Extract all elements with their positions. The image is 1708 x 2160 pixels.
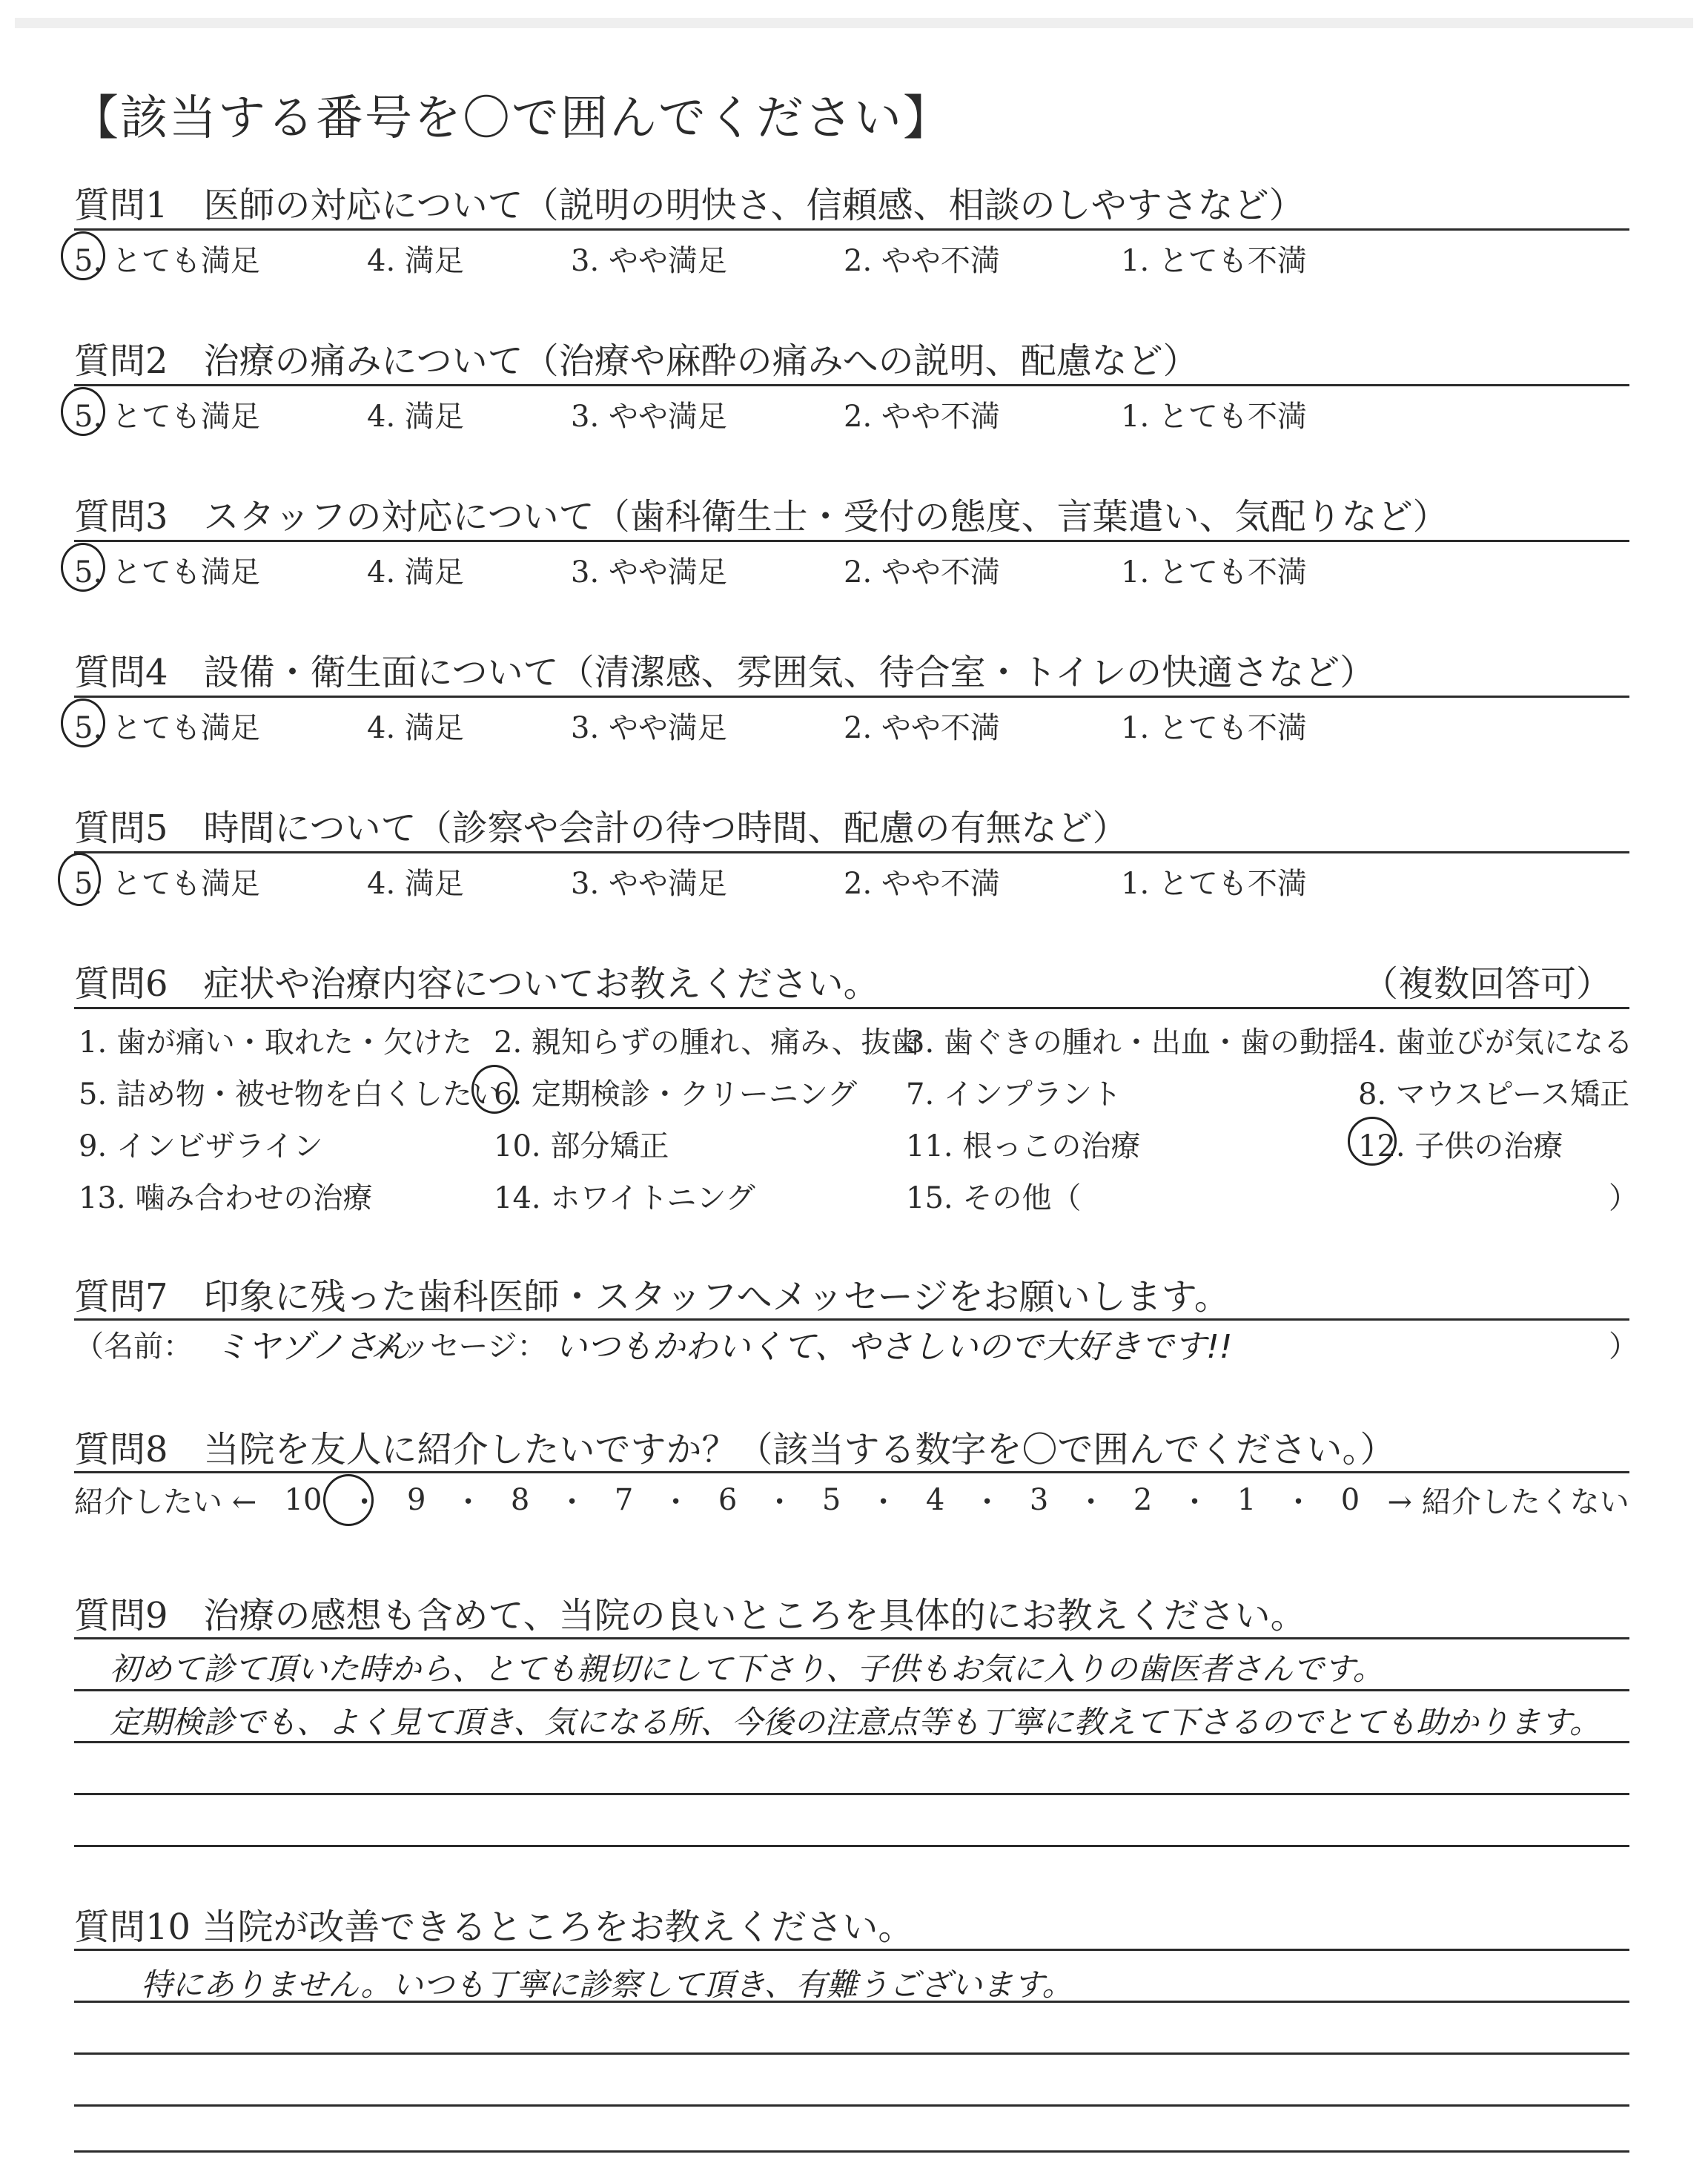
- scale-right-label: → 紹介したくない: [1387, 1485, 1629, 1519]
- selection-circle-mark: [61, 231, 105, 280]
- multiple-answer-note: （複数回答可）: [1363, 963, 1612, 1005]
- scale-separator: ・: [1076, 1485, 1106, 1519]
- scale-value-9[interactable]: 9: [406, 1482, 426, 1517]
- scale-value-1[interactable]: 1: [1237, 1482, 1257, 1517]
- option-4[interactable]: 4. 満足: [367, 400, 464, 434]
- scale-value-0[interactable]: 0: [1340, 1482, 1360, 1517]
- scale-value-8[interactable]: 8: [510, 1482, 530, 1517]
- symptom-option-3[interactable]: 3. 歯ぐきの腫れ・出血・歯の動揺: [906, 1025, 1359, 1060]
- message-close-paren: ）: [1609, 1330, 1638, 1364]
- selection-circle-mark: [58, 853, 101, 906]
- option-2[interactable]: 2. やや不満: [844, 867, 1000, 901]
- symptom-option-14[interactable]: 14. ホワイトニング: [494, 1181, 755, 1215]
- option-2[interactable]: 2. やや不満: [844, 244, 1000, 278]
- scale-separator: ・: [764, 1485, 795, 1519]
- question-title: 質問6 症状や治療内容についてお教えください。: [74, 963, 879, 1005]
- handwritten-answer-line[interactable]: 定期検診でも、よく見て頂き、気になる所、今後の注意点等も丁寧に教えて下さるのでとても助かります。: [110, 1704, 1601, 1740]
- option-1[interactable]: 1. とても不満: [1121, 867, 1307, 901]
- answer-rule: [74, 228, 1629, 231]
- option-2[interactable]: 2. やや不満: [844, 555, 1000, 589]
- scale-separator: ・: [453, 1485, 483, 1519]
- answer-rule: [74, 2052, 1629, 2055]
- answer-rule: [74, 1637, 1629, 1639]
- answer-rule: [74, 1949, 1629, 1951]
- answer-rule: [74, 2104, 1629, 2107]
- question-title: 質問3 スタッフの対応について（歯科衛生士・受付の態度、言葉遣い、気配りなど）: [74, 496, 1449, 538]
- answer-rule: [74, 540, 1629, 542]
- page-top-edge: [15, 18, 1693, 28]
- option-4[interactable]: 4. 満足: [367, 867, 464, 901]
- scale-separator: ・: [1283, 1485, 1314, 1519]
- option-2[interactable]: 2. やや不満: [844, 711, 1000, 745]
- scale-separator: ・: [868, 1485, 898, 1519]
- option-4[interactable]: 4. 満足: [367, 244, 464, 278]
- question-title: 質問9 治療の感想も含めて、当院の良いところを具体的にお教えください。: [74, 1595, 1306, 1636]
- option-3[interactable]: 3. やや満足: [571, 711, 727, 745]
- selection-circle-mark: [323, 1474, 374, 1526]
- other-close-paren: ）: [1609, 1181, 1638, 1215]
- answer-rule: [74, 1007, 1629, 1009]
- scale-value-5[interactable]: 5: [821, 1482, 841, 1517]
- symptom-option-9[interactable]: 9. インビザライン: [79, 1129, 323, 1163]
- answer-rule: [74, 1845, 1629, 1847]
- selection-circle-mark: [61, 543, 105, 592]
- message-label: メッセージ：: [371, 1330, 547, 1364]
- scale-left-label: 紹介したい ←: [74, 1485, 257, 1519]
- symptom-option-6[interactable]: 6. 定期検診・クリーニング: [494, 1077, 858, 1112]
- symptom-option-2[interactable]: 2. 親知らずの腫れ、痛み、抜歯: [494, 1025, 921, 1060]
- question-title: 質問1 医師の対応について（説明の明快さ、信頼感、相談のしやすさなど）: [74, 185, 1305, 226]
- page-heading: 【該当する番号を〇で囲んでください】: [71, 91, 952, 146]
- answer-rule: [74, 1471, 1629, 1473]
- selection-circle-mark: [61, 387, 105, 436]
- referral-scale: [74, 1479, 1629, 1521]
- scale-value-10[interactable]: 10: [284, 1482, 322, 1517]
- answer-rule: [74, 696, 1629, 698]
- symptom-option-7[interactable]: 7. インプラント: [906, 1077, 1122, 1112]
- symptom-option-11[interactable]: 11. 根っこの治療: [906, 1129, 1141, 1163]
- answer-rule: [74, 2150, 1629, 2153]
- option-5[interactable]: 5. とても満足: [74, 711, 260, 745]
- option-2[interactable]: 2. やや不満: [844, 400, 1000, 434]
- option-1[interactable]: 1. とても不満: [1121, 244, 1307, 278]
- scale-value-6[interactable]: 6: [718, 1482, 738, 1517]
- question-title: 質問2 治療の痛みについて（治療や麻酔の痛みへの説明、配慮など）: [74, 340, 1199, 382]
- symptom-option-12[interactable]: 12. 子供の治療: [1358, 1129, 1563, 1163]
- symptom-option-8[interactable]: 8. マウスピース矯正: [1358, 1077, 1630, 1112]
- selection-circle-mark: [1348, 1117, 1397, 1166]
- symptom-option-5[interactable]: 5. 詰め物・被せ物を白くしたい: [79, 1077, 502, 1112]
- symptom-option-1[interactable]: 1. 歯が痛い・取れた・欠けた: [79, 1025, 472, 1060]
- selection-circle-mark: [61, 698, 105, 747]
- question-title: 質問10 当院が改善できるところをお教えください。: [74, 1906, 914, 1948]
- scale-separator: ・: [972, 1485, 1002, 1519]
- handwritten-answer-line[interactable]: 初めて診て頂いた時から、とても親切にして下さり、子供もお気に入りの歯医者さんです。: [110, 1651, 1384, 1687]
- answer-rule: [74, 851, 1629, 853]
- question-title: 質問4 設備・衛生面について（清潔感、雰囲気、待合室・トイレの快適さなど）: [74, 652, 1376, 693]
- name-label: （名前：: [74, 1330, 193, 1364]
- option-5[interactable]: 5. とても満足: [74, 867, 260, 901]
- message-input[interactable]: いつもかわいくて、やさしいので大好きです!!: [555, 1328, 1233, 1366]
- option-3[interactable]: 3. やや満足: [571, 244, 727, 278]
- handwritten-answer-line[interactable]: 特にありません。いつも丁寧に診察して頂き、有難うございます。: [141, 1966, 1073, 2003]
- symptom-option-15[interactable]: 15. その他（: [906, 1181, 1082, 1215]
- answer-rule: [74, 1793, 1629, 1795]
- option-5[interactable]: 5. とても満足: [74, 555, 260, 589]
- option-1[interactable]: 1. とても不満: [1121, 400, 1307, 434]
- option-5[interactable]: 5. とても満足: [74, 244, 260, 278]
- option-4[interactable]: 4. 満足: [367, 555, 464, 589]
- scale-value-7[interactable]: 7: [614, 1482, 634, 1517]
- option-3[interactable]: 3. やや満足: [571, 555, 727, 589]
- question-title: 質問5 時間について（診察や会計の待つ時間、配慮の有無など）: [74, 807, 1128, 849]
- scale-value-3[interactable]: 3: [1029, 1482, 1049, 1517]
- selection-circle-mark: [471, 1065, 517, 1114]
- option-1[interactable]: 1. とても不満: [1121, 711, 1307, 745]
- question-title: 質問7 印象に残った歯科医師・スタッフへメッセージをお願いします。: [74, 1276, 1230, 1318]
- option-1[interactable]: 1. とても不満: [1121, 555, 1307, 589]
- scale-separator: ・: [557, 1485, 587, 1519]
- scale-value-4[interactable]: 4: [925, 1482, 945, 1517]
- option-5[interactable]: 5. とても満足: [74, 400, 260, 434]
- staff-name-input[interactable]: ミヤゾノさん: [215, 1328, 410, 1366]
- scale-separator: ・: [661, 1485, 691, 1519]
- scale-separator: ・: [349, 1485, 380, 1519]
- symptom-option-4[interactable]: 4. 歯並びが気になる: [1358, 1025, 1633, 1060]
- symptom-option-13[interactable]: 13. 噛み合わせの治療: [79, 1181, 373, 1215]
- question-title: 質問8 当院を友人に紹介したいですか？（該当する数字を〇で囲んでください。）: [74, 1429, 1396, 1470]
- option-3[interactable]: 3. やや満足: [571, 867, 727, 901]
- scale-value-2[interactable]: 2: [1133, 1482, 1153, 1517]
- symptom-option-10[interactable]: 10. 部分矯正: [494, 1129, 669, 1163]
- answer-rule: [74, 384, 1629, 386]
- scale-separator: ・: [1179, 1485, 1210, 1519]
- answer-rule: [74, 1689, 1629, 1691]
- option-3[interactable]: 3. やや満足: [571, 400, 727, 434]
- option-4[interactable]: 4. 満足: [367, 711, 464, 745]
